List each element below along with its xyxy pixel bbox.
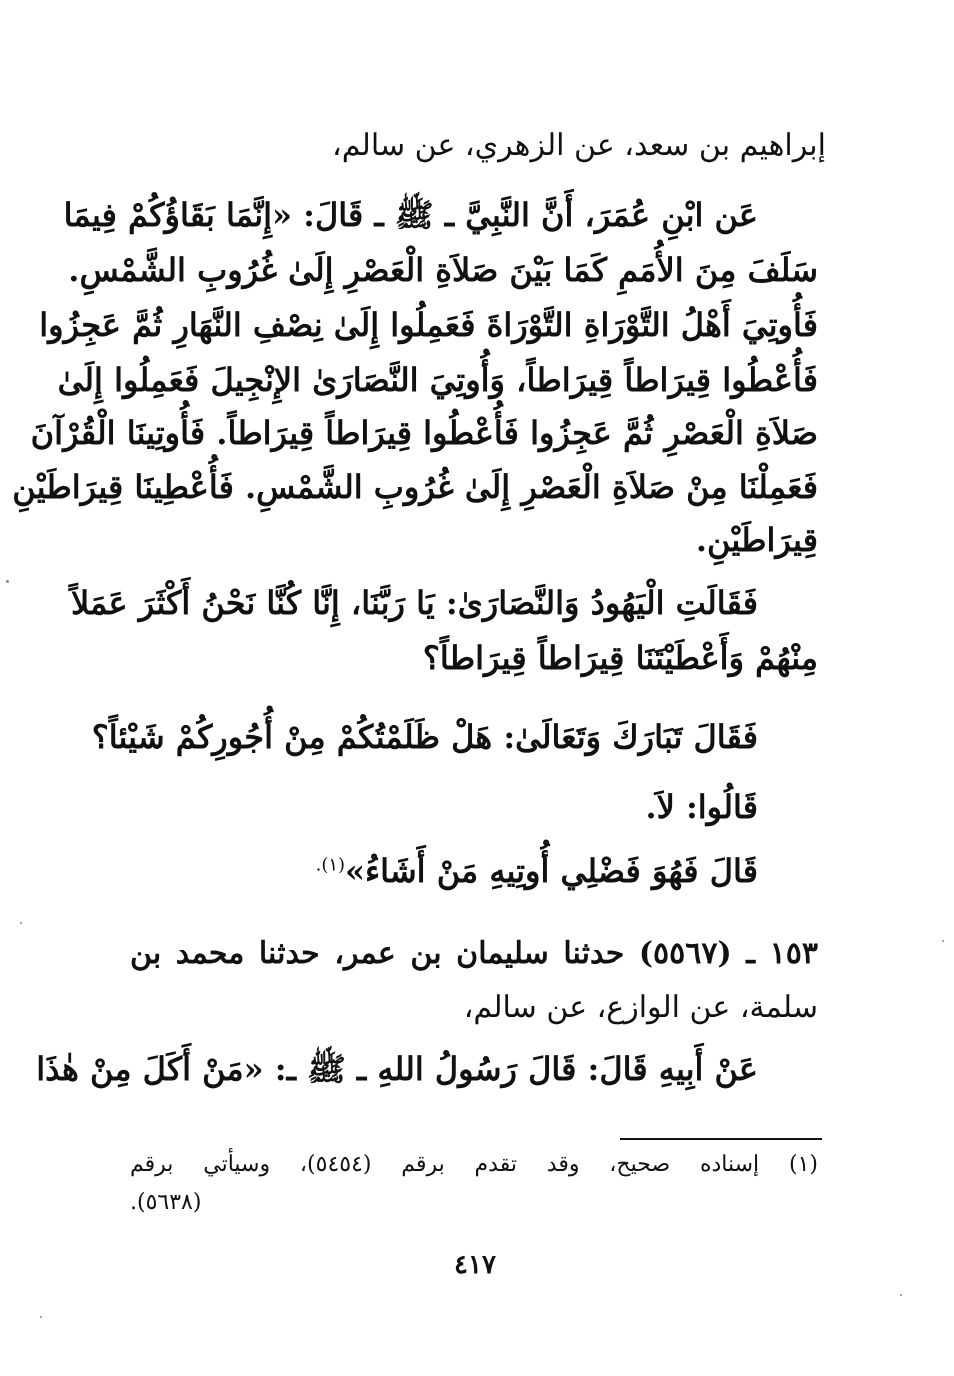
- footnote-marker: (١).: [315, 854, 346, 876]
- dialogue-line: فَقَالَتِ الْيَهُودُ وَالنَّصَارَىٰ: يَا رَبَّنَا، إِنَّا كُنَّا نَحْنُ أَكْثَرَ عَمَلاً: [70, 584, 758, 622]
- narration-chain-line: إبراهيم بن سعد، عن الزهري، عن سالم،: [332, 128, 826, 163]
- hadith-line: عَن ابْنِ عُمَرَ، أَنَّ النَّبِيَّ ـ ﷺ ـ قَالَ: «إِنَّمَا بَقَاؤُكُمْ فِيمَا: [63, 196, 758, 234]
- narration-chain: [120, 128, 826, 178]
- footnote: [130, 1152, 818, 1222]
- scan-speck: [900, 1294, 902, 1296]
- conclusion-line: [300, 852, 758, 902]
- footnote-line: (١) إسناده صحيح، وقد تقدم برقم (٥٤٥٤)، وسيأتي برقم: [130, 1152, 819, 1177]
- hadith-line: فَأُوتِيَ أَهْلُ التَّوْرَاةِ التَّوْرَاةَ فَعَمِلُوا إِلَىٰ نِصْفِ النَّهَارِ ثُمَّ عَجِزُوا: [39, 306, 818, 344]
- scan-speck: [40, 1316, 42, 1318]
- hadith-line: قِيرَاطَيْنِ.: [695, 521, 818, 559]
- conclusion-text: [316, 852, 758, 890]
- hadith-153-chain: [130, 936, 818, 1046]
- allah-question-line: فَقَالَ تَبَارَكَ وَتَعَالَىٰ: هَلْ ظَلَمْتُكُمْ مِنْ أُجُورِكُمْ شَيْئاً؟: [91, 718, 758, 756]
- hadith-line: فَعَمِلْنَا مِنْ صَلاَةِ الْعَصْرِ إِلَىٰ غُرُوبِ الشَّمْسِ. فَأُعْطِينَا قِيرَاطَيْنِ: [12, 468, 818, 506]
- dialogue-line: مِنْهُمْ وَأَعْطَيْتَنَا قِيرَاطاً قِيرَاطاً؟: [422, 639, 818, 677]
- allah-question: [91, 718, 758, 768]
- hadith-153-text: [36, 1050, 758, 1100]
- answer-text: قَالُوا: لاَ.: [645, 788, 758, 826]
- dialogue-paragraph: [70, 584, 818, 694]
- footnote-line: (٥٦٣٨).: [130, 1190, 202, 1215]
- answer-line: [500, 788, 758, 838]
- chain-line: سلمة، عن الوازع، عن سالم،: [463, 990, 818, 1025]
- chain-line: ١٥٣ ـ (٥٥٦٧) حدثنا سليمان بن عمر، حدثنا محمد بن: [130, 936, 818, 971]
- page-number: ٤١٧: [454, 1250, 496, 1280]
- scan-speck: [20, 922, 22, 924]
- hadith-line: سَلَفَ مِنَ الأُمَمِ كَمَا بَيْنَ صَلاَةِ الْعَصْرِ إِلَىٰ غُرُوبِ الشَّمْسِ.: [68, 251, 818, 289]
- hadith-153-line: عَنْ أَبِيهِ قَالَ: قَالَ رَسُولُ اللهِ ـ ﷺ ـ: «مَنْ أَكَلَ مِنْ هٰذَا: [36, 1050, 758, 1088]
- hadith-line: صَلاَةِ الْعَصْرِ ثُمَّ عَجِزُوا فَأُعْطُوا قِيرَاطاً قِيرَاطاً. فَأُوتِينَا الْقُرْآنَ: [30, 414, 818, 452]
- hadith-paragraph: [12, 196, 818, 576]
- footnote-separator: [620, 1138, 822, 1140]
- scan-speck: [942, 940, 944, 942]
- scan-speck: [6, 580, 9, 583]
- conclusion-words: قَالَ فَهُوَ فَضْلِي أُوتِيهِ مَنْ أَشَاءُ»: [345, 852, 758, 890]
- hadith-line: فَأُعْطُوا قِيرَاطاً قِيرَاطاً، وَأُوتِيَ النَّصَارَىٰ الإِنْجِيلَ فَعَمِلُوا إِلَىٰ: [57, 361, 818, 399]
